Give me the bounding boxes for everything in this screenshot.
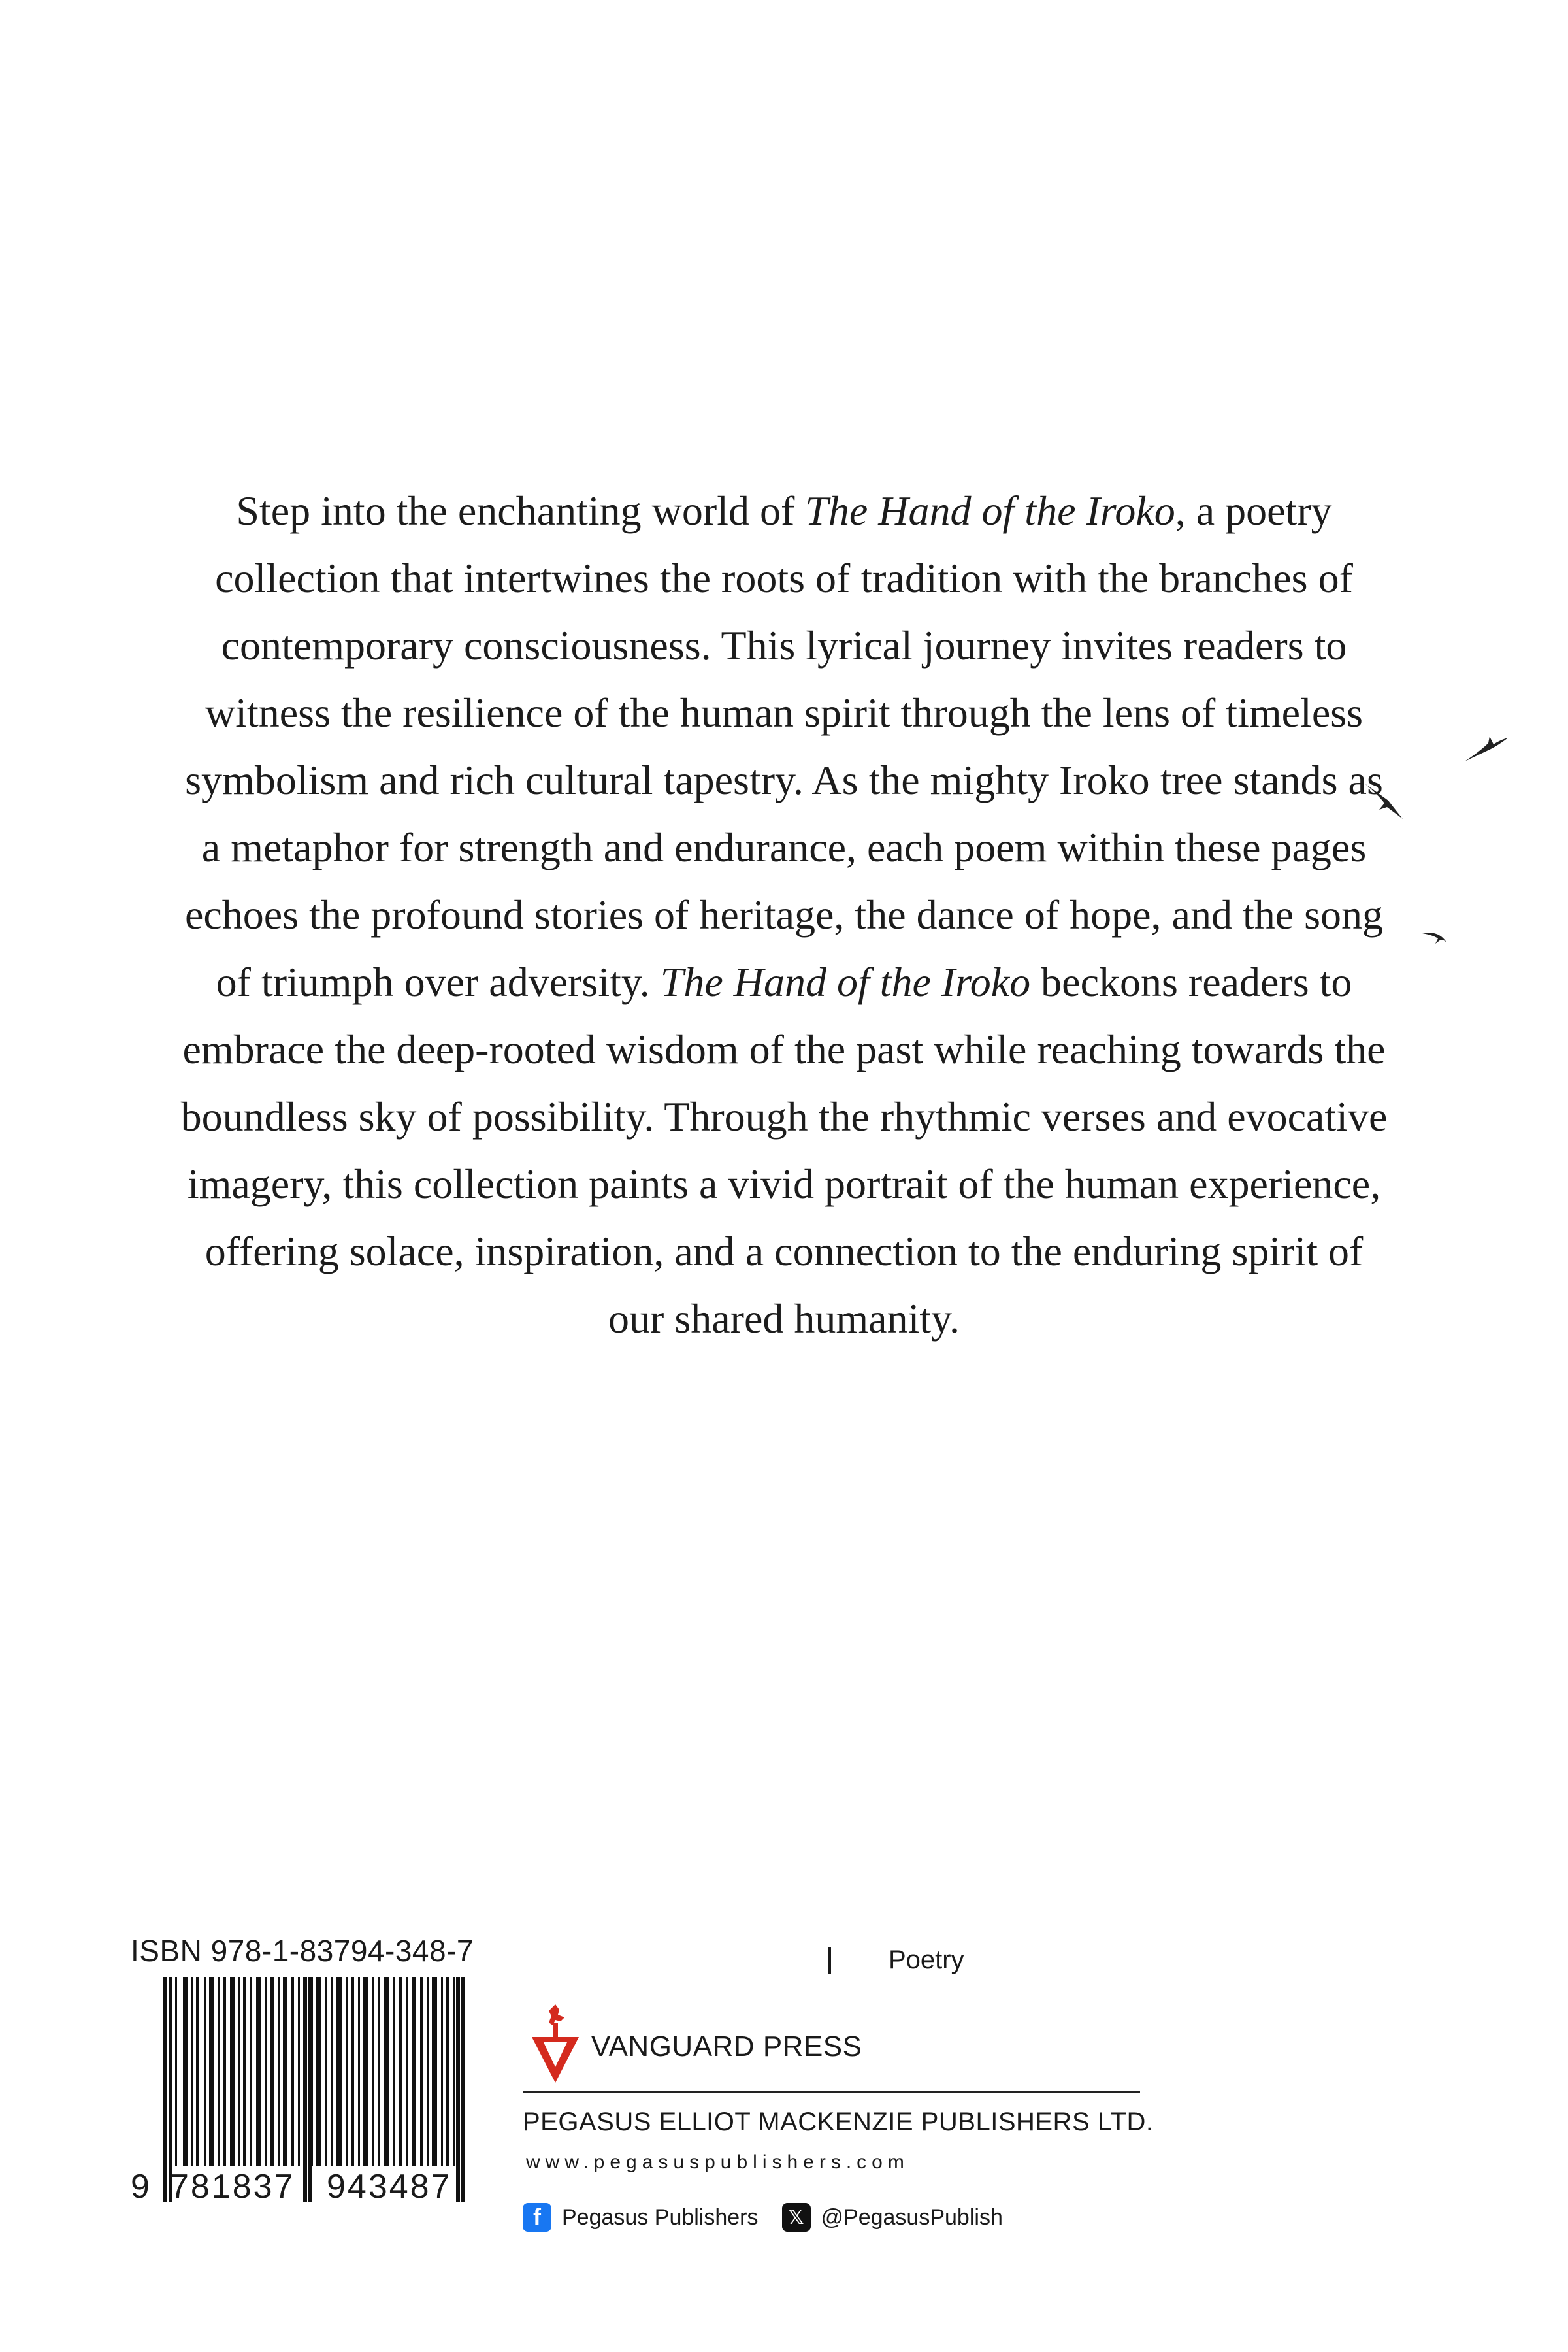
publisher-rule: [523, 2091, 1140, 2093]
book-title-ref-2: The Hand of the Iroko: [660, 959, 1031, 1005]
publisher-name: PEGASUS ELLIOT MACKENZIE PUBLISHERS LTD.: [523, 2108, 1154, 2136]
book-title-ref-1: The Hand of the Iroko: [805, 488, 1175, 534]
genre-label: Poetry: [889, 1946, 964, 1974]
genre-separator: [828, 1947, 831, 1974]
blurb-part-3: beckons readers to embrace the deep-rooted wisdom of the past while reaching towards the boundless sky of possibility. Through the rhythmic verses and evocative imagery, this collection paints a vivid portrait of the human experience, offering solace, inspiration, and a connection to the enduring spirit of our shared humanity.: [180, 959, 1388, 1342]
blurb-part-1: Step into the enchanting world of: [236, 488, 806, 534]
facebook-icon[interactable]: f: [523, 2203, 551, 2232]
x-handle[interactable]: @PegasusPublish: [821, 2204, 1003, 2230]
blurb-text: [176, 477, 1392, 1352]
bird-icon: [1362, 781, 1408, 820]
facebook-handle[interactable]: Pegasus Publishers: [562, 2204, 759, 2230]
barcode-digits: [131, 2167, 470, 2206]
publisher-website[interactable]: www.pegasuspublishers.com: [526, 2151, 909, 2173]
barcode-left-digits: 781837: [170, 2168, 295, 2206]
x-icon[interactable]: 𝕏: [782, 2203, 811, 2232]
bird-icon: [1421, 928, 1447, 946]
blurb-part-2: , a poetry collection that intertwines the roots of tradition with the branches of contemporary consciousness. This lyrical journey invites readers to witness the resilience of the human spirit through the lens of timeless symbolism and rich cultural tapestry. As the mighty Iroko tree stands as a metaphor for strength and endurance, each poem within these pages echoes the profound stories of heritage, the dance of hope, and the song of triumph over adversity.: [184, 488, 1384, 1005]
barcode-icon: [131, 1977, 470, 2166]
imprint-name: VANGUARD PRESS: [591, 2030, 862, 2062]
barcode-first-digit: 9: [131, 2168, 150, 2206]
isbn-label: ISBN 978-1-83794-348-7: [131, 1934, 474, 1968]
barcode-right-digits: 943487: [327, 2168, 452, 2206]
bird-icon: [1463, 729, 1509, 765]
social-links: [523, 2201, 1003, 2234]
vanguard-logo-icon: [529, 2003, 581, 2085]
